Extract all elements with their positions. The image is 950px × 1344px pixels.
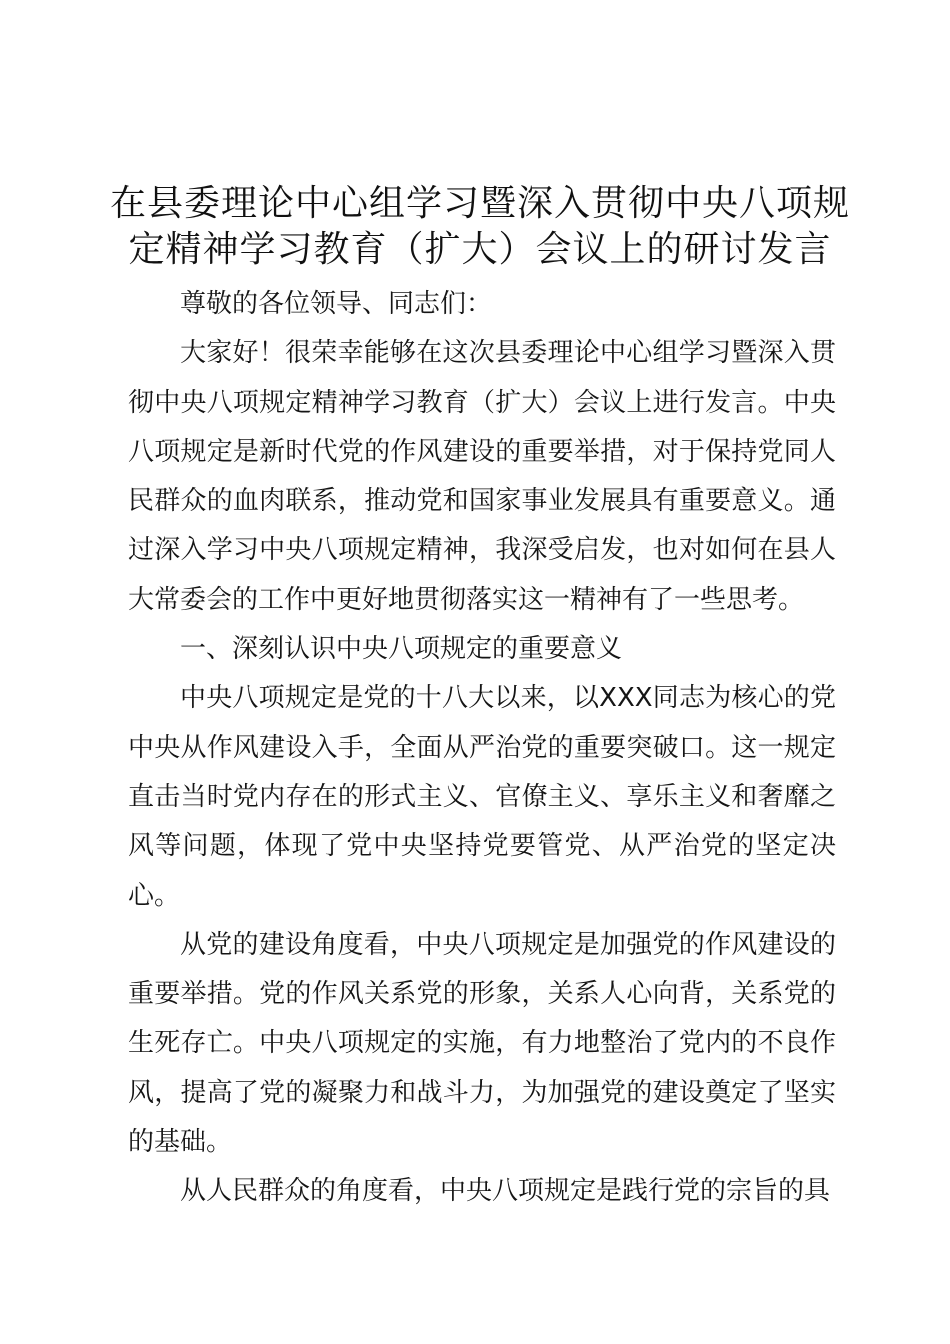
- paragraph: 从人民群众的角度看，中央八项规定是践行党的宗旨的具: [180, 1176, 831, 1207]
- salutation: 尊敬的各位领导、同志们：: [180, 289, 493, 319]
- paragraph: 从党的建设角度看，中央八项规定是加强党的作风建设的重要举措。党的作风关系党的形象，关系人心向背，关系党的生死存亡。中央八项规定的实施，有力地整治了党内的不良作风，提高了党的凝聚力和战斗力，为加强党的建设奠定了坚实的基础。: [128, 929, 836, 1158]
- section-heading: 一、深刻认识中央八项规定的重要意义: [180, 634, 623, 665]
- document-title: 在县委理论中心组学习暨深入贯彻中央八项规定精神学习教育（扩大）会议上的研讨发言: [110, 183, 851, 270]
- paragraph: 中央八项规定是党的十八大以来，以XXX同志为核心的党中央从作风建设入手，全面从严治党的重要突破口。这一规定直击当时党内存在的形式主义、官僚主义、享乐主义和奢靡之风等问题，体现了党中央坚持党要管党、从严治党的坚定决心。: [128, 683, 836, 911]
- paragraph: 大家好！很荣幸能够在这次县委理论中心组学习暨深入贯彻中央八项规定精神学习教育（扩大）会议上进行发言。中央八项规定是新时代党的作风建设的重要举措，对于保持党同人民群众的血肉联系，推动党和国家事业发展具有重要意义。通过深入学习中央八项规定精神，我深受启发，也对如何在县人大常委会的工作中更好地贯彻落实这一精神有了一些思考。: [128, 338, 836, 615]
- document-body: [128, 280, 836, 1217]
